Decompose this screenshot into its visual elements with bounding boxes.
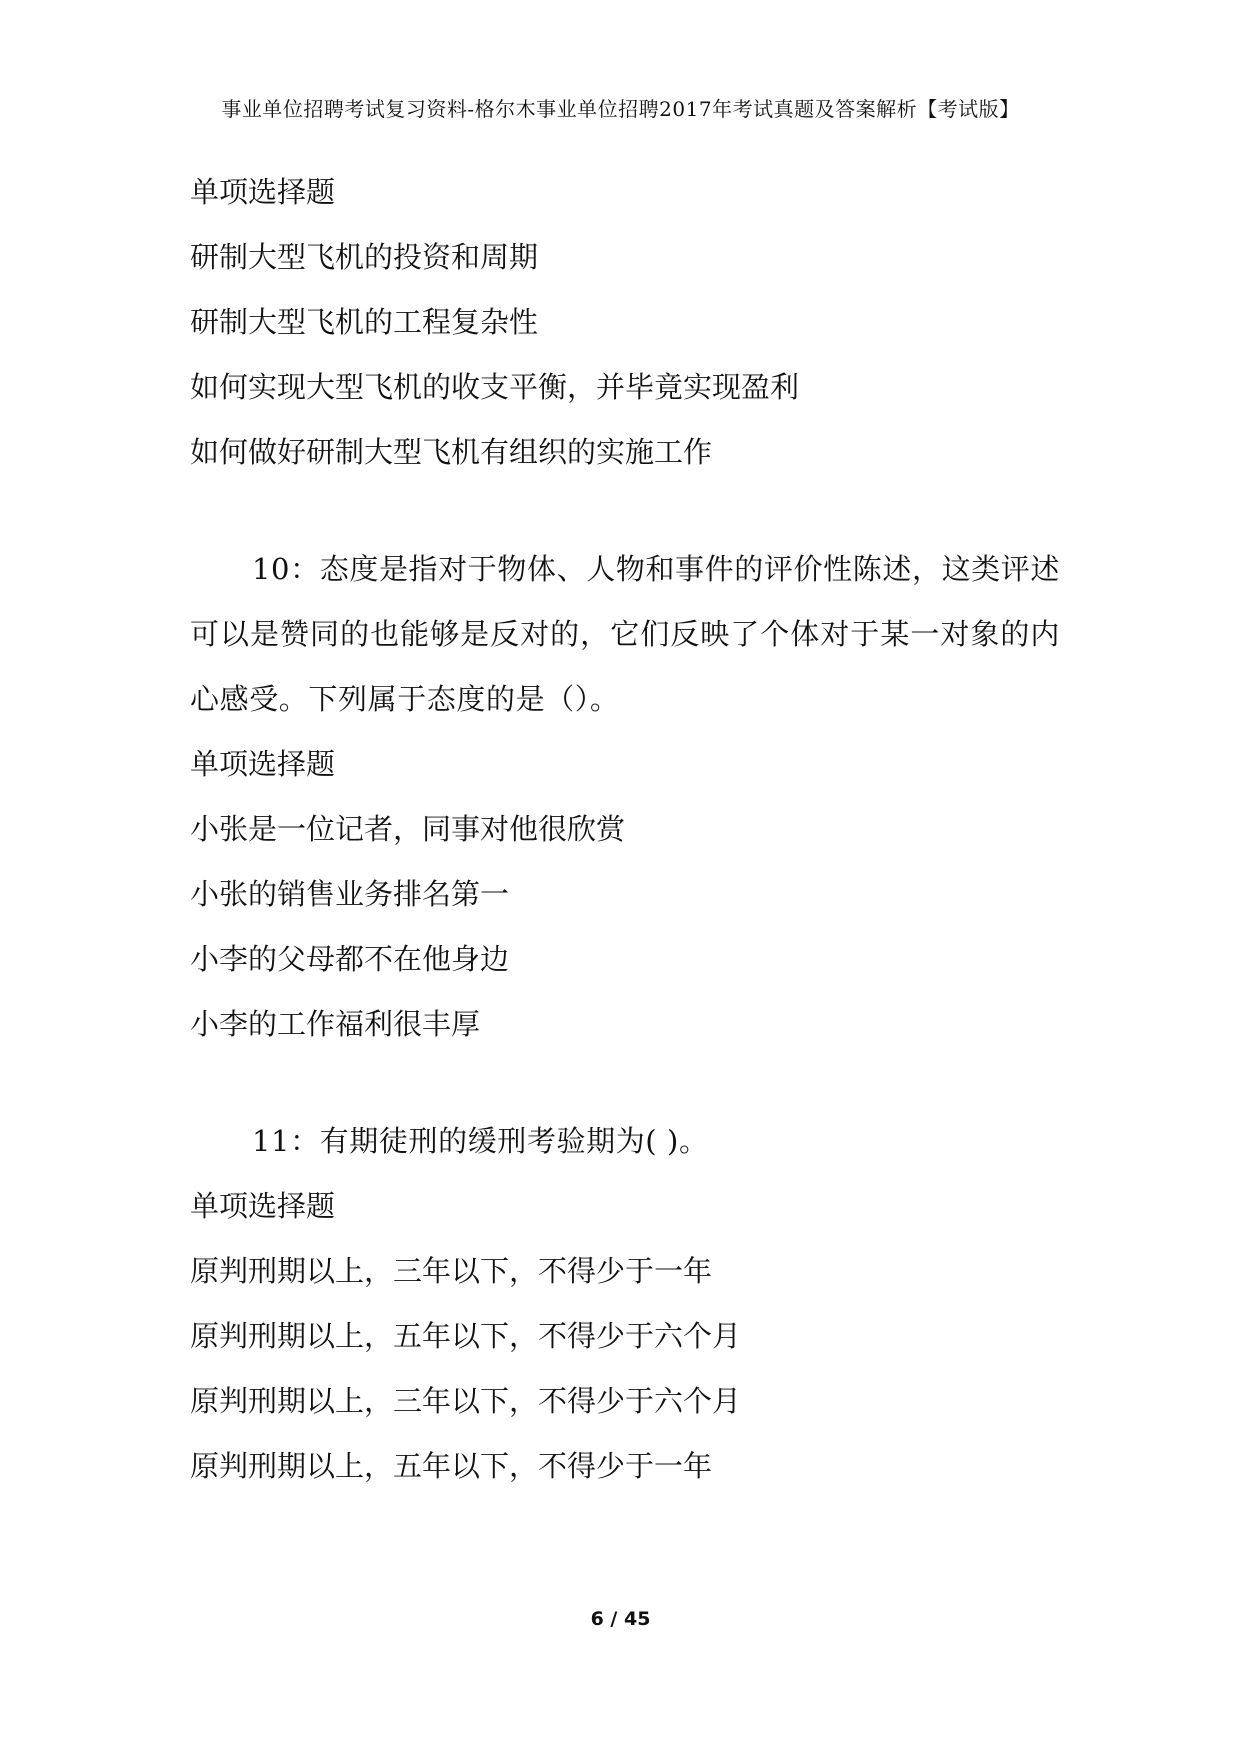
- option-c: 如何实现大型飞机的收支平衡，并毕竟实现盈利: [190, 370, 800, 404]
- option-d: 小李的工作福利很丰厚: [190, 1007, 481, 1041]
- page-header: 事业单位招聘考试复习资料-格尔木事业单位招聘2017年考试真题及答案解析【考试版】: [221, 97, 1020, 121]
- option-c: 小李的父母都不在他身边: [190, 942, 510, 976]
- option-a: 原判刑期以上，三年以下，不得少于一年: [190, 1254, 713, 1288]
- question-stem: 11：有期徒刑的缓刑考验期为( )。: [252, 1124, 709, 1158]
- option-b: 原判刑期以上，五年以下，不得少于六个月: [190, 1319, 742, 1353]
- option-b: 研制大型飞机的工程复杂性: [190, 305, 539, 339]
- spacer: [190, 485, 1060, 537]
- question-type-label: 单项选择题: [190, 747, 336, 781]
- spacer: [190, 1057, 1060, 1109]
- option-d: 原判刑期以上，五年以下，不得少于一年: [190, 1449, 713, 1483]
- question-block-11: [190, 1109, 1060, 1499]
- option-d: 如何做好研制大型飞机有组织的实施工作: [190, 435, 713, 469]
- option-a: 研制大型飞机的投资和周期: [190, 240, 539, 274]
- question-block-prev: [190, 160, 1060, 485]
- question-type-label: 单项选择题: [190, 1189, 336, 1223]
- option-c: 原判刑期以上，三年以下，不得少于六个月: [190, 1384, 742, 1418]
- document-body: [190, 160, 1060, 1499]
- option-b: 小张的销售业务排名第一: [190, 877, 510, 911]
- page-number: 6 / 45: [590, 1608, 651, 1630]
- question-stem: 10：态度是指对于物体、人物和事件的评价性陈述，这类评述可以是赞同的也能够是反对的，它们反映了个体对于某一对象的内心感受。下列属于态度的是（）。: [190, 552, 1060, 716]
- question-type-label: 单项选择题: [190, 175, 336, 209]
- question-block-10: [190, 537, 1060, 1057]
- option-a: 小张是一位记者，同事对他很欣赏: [190, 812, 626, 846]
